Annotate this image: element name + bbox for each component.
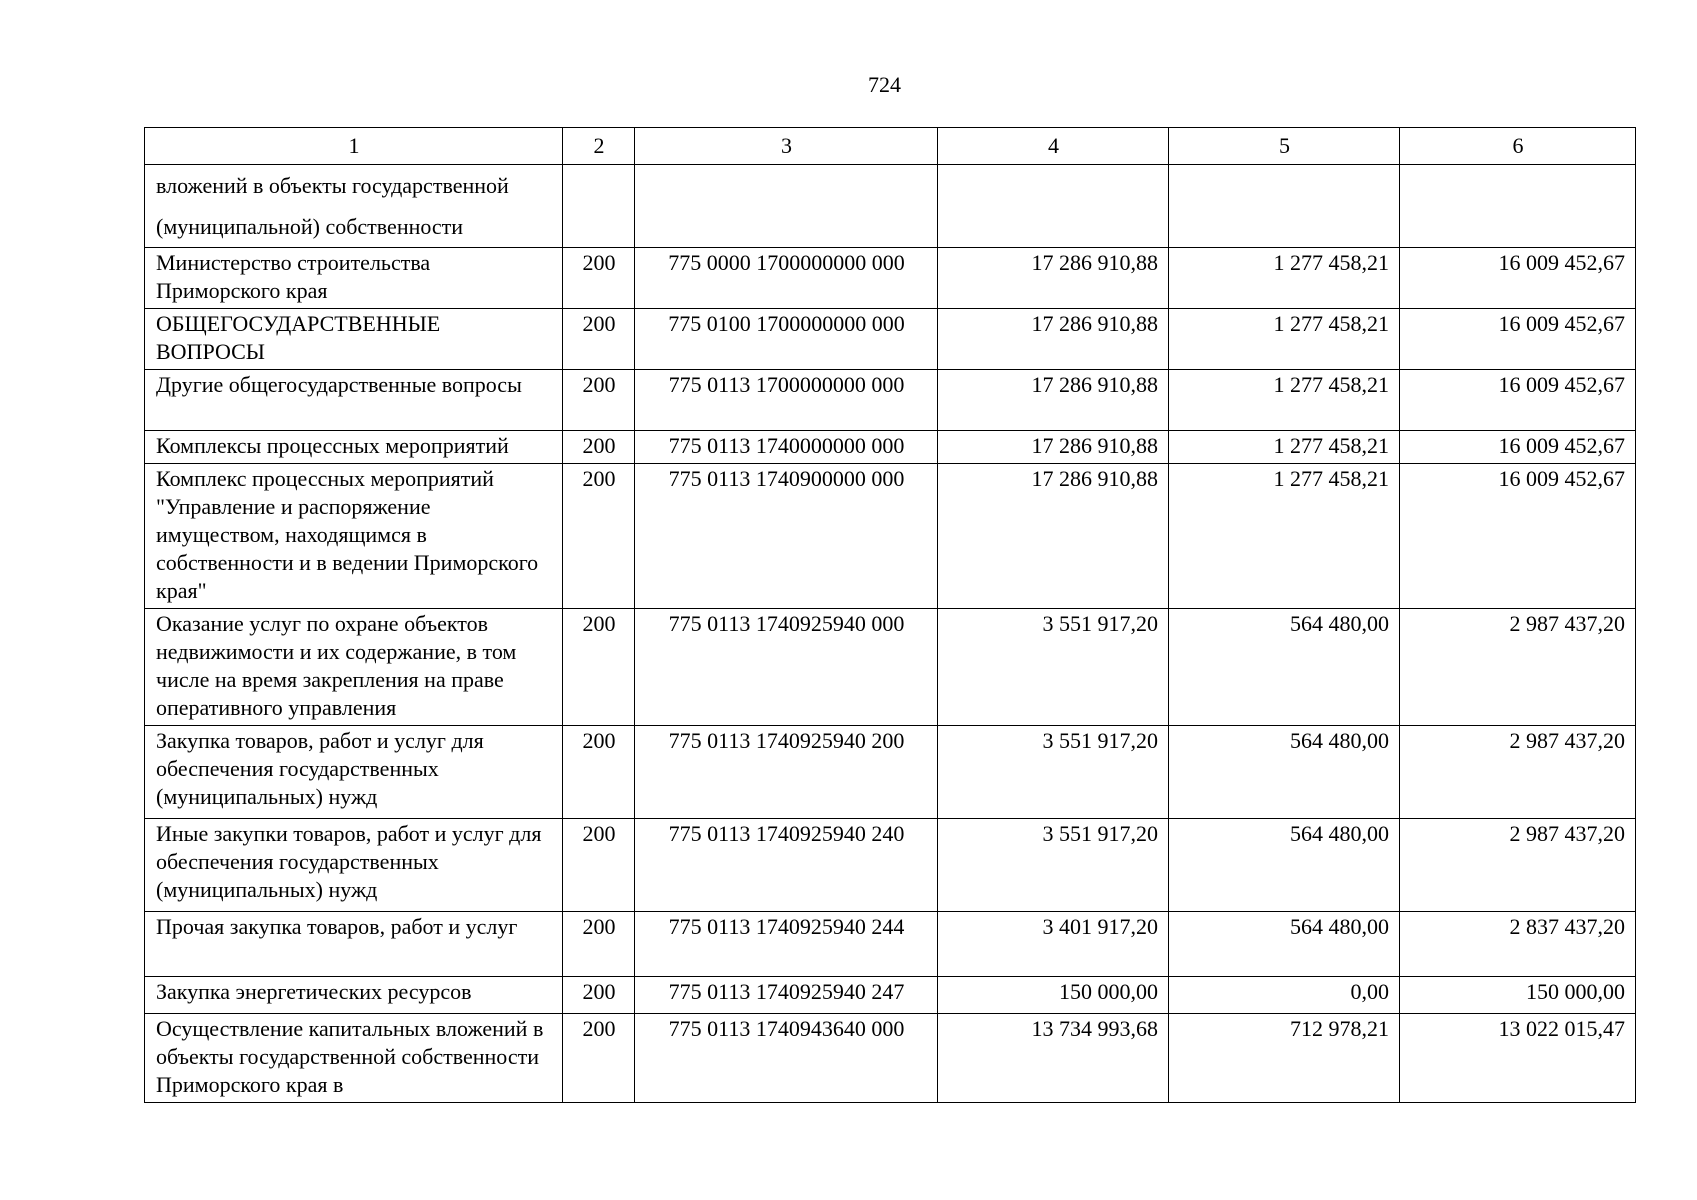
table-row [145,609,1636,726]
row-approved: 3 551 917,20 [938,726,1169,819]
row-approved: 3 551 917,20 [938,819,1169,912]
row-executed: 712 978,21 [1169,1014,1400,1103]
row-executed: 1 277 458,21 [1169,248,1400,309]
row-approved: 17 286 910,88 [938,464,1169,609]
table-row [145,1014,1636,1103]
row-name: Комплекс процессных мероприятий "Управление и распоряжение имуществом, находящимся в собственности и в ведении Приморского края" [145,464,563,609]
row-classification [635,165,938,248]
row-classification: 775 0100 1700000000 000 [635,309,938,370]
table-row [145,726,1636,819]
column-header-3: 3 [635,128,938,165]
row-executed: 1 277 458,21 [1169,431,1400,464]
row-unexecuted: 16 009 452,67 [1400,370,1636,431]
row-name: Оказание услуг по охране объектов недвижимости и их содержание, в том числе на время закрепления на праве оперативного управления [145,609,563,726]
row-executed: 564 480,00 [1169,726,1400,819]
row-approved: 17 286 910,88 [938,309,1169,370]
row-executed: 564 480,00 [1169,912,1400,977]
row-unexecuted: 150 000,00 [1400,977,1636,1014]
column-header-4: 4 [938,128,1169,165]
table-row [145,977,1636,1014]
row-classification: 775 0113 1740925940 244 [635,912,938,977]
row-code: 200 [563,370,635,431]
row-name: Комплексы процессных мероприятий [145,431,563,464]
row-classification: 775 0113 1740943640 000 [635,1014,938,1103]
row-unexecuted: 16 009 452,67 [1400,464,1636,609]
row-classification: 775 0113 1740925940 240 [635,819,938,912]
row-code: 200 [563,912,635,977]
row-code: 200 [563,977,635,1014]
row-approved: 17 286 910,88 [938,370,1169,431]
column-header-1: 1 [145,128,563,165]
row-approved: 150 000,00 [938,977,1169,1014]
row-unexecuted [1400,165,1636,248]
row-code: 200 [563,309,635,370]
row-unexecuted: 2 987 437,20 [1400,819,1636,912]
row-executed: 1 277 458,21 [1169,309,1400,370]
row-code: 200 [563,431,635,464]
table-row [145,370,1636,431]
table-row [145,431,1636,464]
row-classification: 775 0113 1740925940 247 [635,977,938,1014]
row-name: Осуществление капитальных вложений в объекты государственной собственности Приморского края в [145,1014,563,1103]
row-approved: 17 286 910,88 [938,431,1169,464]
row-name: вложений в объекты государственной (муниципальной) собственности [145,165,563,248]
row-unexecuted: 2 837 437,20 [1400,912,1636,977]
row-unexecuted: 2 987 437,20 [1400,726,1636,819]
row-classification: 775 0000 1700000000 000 [635,248,938,309]
row-executed: 564 480,00 [1169,819,1400,912]
column-header-5: 5 [1169,128,1400,165]
table-row [145,309,1636,370]
row-unexecuted: 16 009 452,67 [1400,431,1636,464]
row-name: Прочая закупка товаров, работ и услуг [145,912,563,977]
table-row [145,248,1636,309]
row-code: 200 [563,726,635,819]
budget-table [144,127,1636,1103]
column-header-2: 2 [563,128,635,165]
column-header-6: 6 [1400,128,1636,165]
row-executed [1169,165,1400,248]
table-row [145,912,1636,977]
header-row [145,128,1636,165]
row-code: 200 [563,1014,635,1103]
row-name: ОБЩЕГОСУДАРСТВЕННЫЕ ВОПРОСЫ [145,309,563,370]
row-classification: 775 0113 1740000000 000 [635,431,938,464]
row-executed: 1 277 458,21 [1169,370,1400,431]
row-classification: 775 0113 1700000000 000 [635,370,938,431]
row-name: Закупка энергетических ресурсов [145,977,563,1014]
row-name: Иные закупки товаров, работ и услуг для обеспечения государственных (муниципальных) нужд [145,819,563,912]
row-unexecuted: 2 987 437,20 [1400,609,1636,726]
row-approved: 17 286 910,88 [938,248,1169,309]
row-code: 200 [563,248,635,309]
row-code: 200 [563,464,635,609]
row-name: Другие общегосударственные вопросы [145,370,563,431]
row-approved: 13 734 993,68 [938,1014,1169,1103]
row-approved: 3 551 917,20 [938,609,1169,726]
row-code: 200 [563,609,635,726]
row-executed: 0,00 [1169,977,1400,1014]
row-code: 200 [563,819,635,912]
row-code [563,165,635,248]
row-unexecuted: 16 009 452,67 [1400,309,1636,370]
row-unexecuted: 13 022 015,47 [1400,1014,1636,1103]
row-executed: 564 480,00 [1169,609,1400,726]
row-approved [938,165,1169,248]
table-row [145,165,1636,248]
row-executed: 1 277 458,21 [1169,464,1400,609]
page-number: 724 [868,72,901,97]
row-classification: 775 0113 1740900000 000 [635,464,938,609]
row-name: Закупка товаров, работ и услуг для обеспечения государственных (муниципальных) нужд [145,726,563,819]
row-unexecuted: 16 009 452,67 [1400,248,1636,309]
row-name: Министерство строительства Приморского края [145,248,563,309]
row-classification: 775 0113 1740925940 200 [635,726,938,819]
table-row [145,819,1636,912]
row-classification: 775 0113 1740925940 000 [635,609,938,726]
row-approved: 3 401 917,20 [938,912,1169,977]
table-row [145,464,1636,609]
